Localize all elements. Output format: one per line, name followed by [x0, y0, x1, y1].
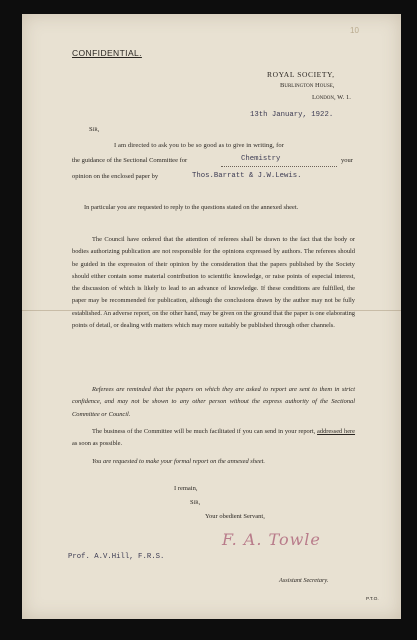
address-line-1: Burlington House, — [280, 82, 335, 89]
formal-report-paragraph: You are requested to make your formal report on the annexed sheet. — [92, 458, 265, 465]
assistant-secretary-title: Assistant Secretary. — [279, 577, 329, 584]
request-paragraph: In particular you are requested to reply to the questions stated on the annexed sheet. — [84, 204, 299, 211]
closing-sir: Sir, — [190, 499, 201, 506]
business-paragraph — [72, 426, 355, 451]
address-line-2: London, W. 1. — [312, 94, 351, 101]
addressee: Prof. A.V.Hill, F.R.S. — [68, 553, 165, 561]
referees-paragraph: Referees are reminded that the papers on which they are asked to report are sent to them in strict confidence, and may not be shown to any other person without the express authority of the Sectional Committee or Council. — [72, 386, 355, 418]
handwritten-signature: F. A. Towle — [222, 530, 321, 549]
intro-line-2-post: your — [341, 157, 353, 164]
council-paragraph: The Council have ordered that the attention of referees shall be drawn to the fact that the body or bodies authorizing publication are not responsible for the opinions expressed by authors. The referees should be guided in the expression of their opinion by the consideration that the papers published by the Society should either contain some material contribution to scientific knowledge, or raise points of especial interest, the discussion of which is likely to lead to an advance of knowledge. If these conditions are fulfilled, the paper may be recommended for publication, although the conclusions drawn by the author may not be fully established. An adverse report, on the other hand, may be given on the ground that the paper is one elaborating points of detail, or dealing with matters which may more suitably be published through other channels. — [72, 236, 355, 330]
letter-date: 13th January, 1922. — [250, 111, 334, 119]
salutation: Sir, — [89, 126, 100, 133]
committee-name: Chemistry — [241, 155, 281, 163]
intro-line-1: I am directed to ask you to be so good as to give in writing, for — [114, 142, 285, 149]
paper-authors: Thos.Barratt & J.W.Lewis. — [192, 172, 302, 180]
org-name: ROYAL SOCIETY, — [267, 70, 335, 79]
intro-line-3-pre: opinion on the enclosed paper by — [72, 173, 159, 180]
confidential-heading: CONFIDENTIAL. — [72, 48, 142, 58]
letter-sheet — [22, 14, 401, 619]
business-text-post: as soon as possible. — [72, 440, 123, 448]
business-addressed-here: addressed here — [317, 428, 356, 435]
closing-servant: Your obedient Servant, — [205, 513, 265, 520]
business-text-pre: The business of the Committee will be much facilitated if you can send in your report, — [92, 428, 316, 435]
closing-remain: I remain, — [174, 485, 198, 492]
pencil-mark: 10 — [350, 26, 359, 35]
pto-mark: P.T.O. — [366, 597, 379, 602]
intro-line-2-pre: the guidance of the Sectional Committee for — [72, 157, 188, 164]
committee-field — [221, 157, 337, 167]
